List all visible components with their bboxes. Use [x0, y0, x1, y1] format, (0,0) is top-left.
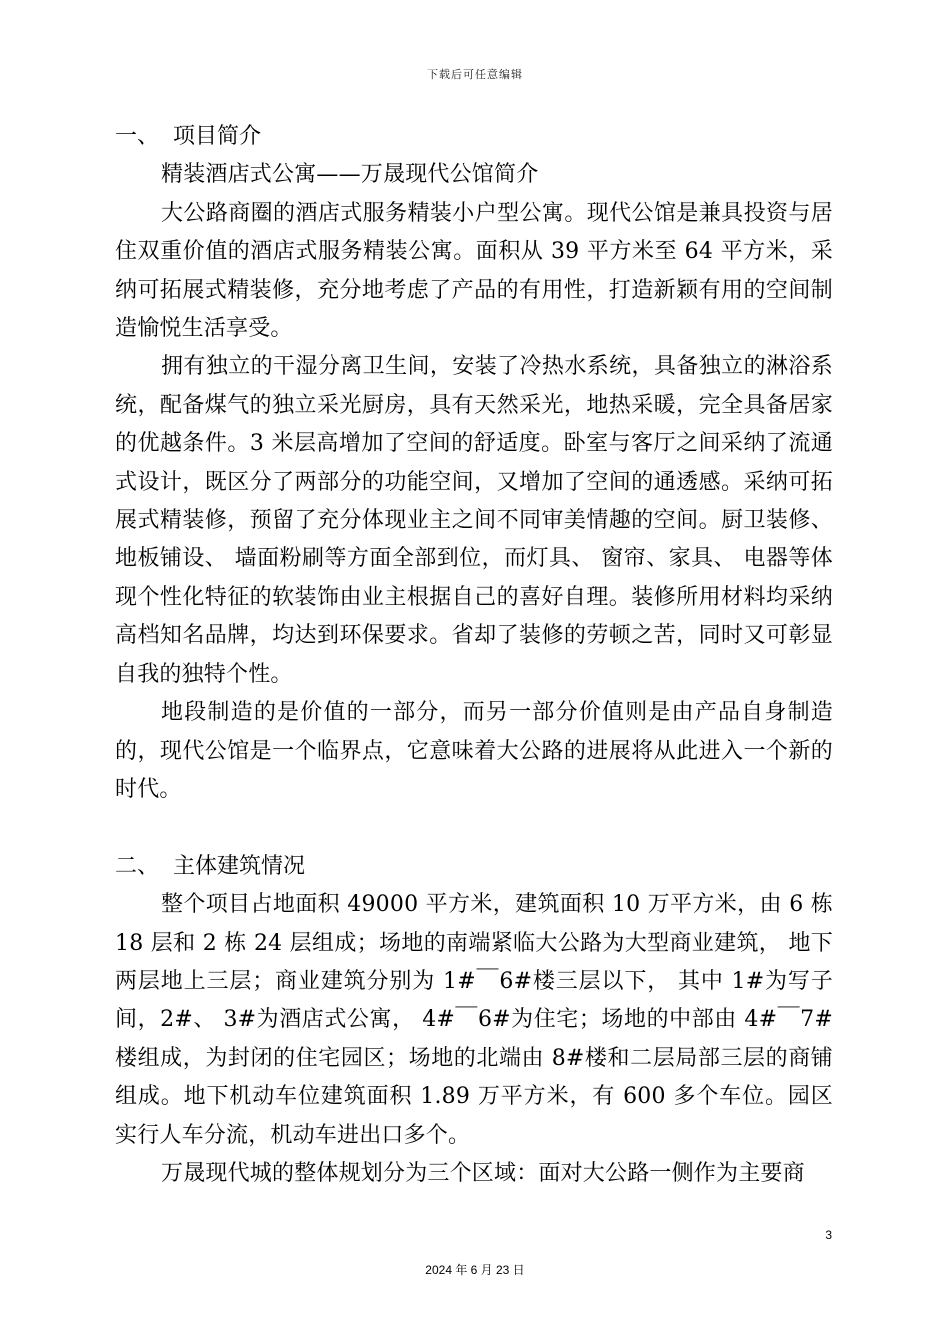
body-paragraph: 万晟现代城的整体规划分为三个区域：面对大公路一侧作为主要商 [161, 1160, 805, 1186]
section-number: 一、 [115, 124, 160, 149]
body-paragraph: 拥有独立的干湿分离卫生间，安装了冷热水系统，具备独立的淋浴系统，配备煤气的独立采光厨房，具有天然采光，地热采暖，完全具备居家的优越条件。3 米层高增加了空间的舒适度。卧室与客厅之间采纳了流通式设计，既区分了两部分的功能空间，又增加了空间的通透感。采纳可拓展式精装修，预留了充分体现业主之间不同审美情趣的空间。厨卫装修、 地板铺设、 墙面粉刷等方面全部到位，而灯具、 窗帘、家具、 电器等体现个性化特征的软装饰由业主根据自己的喜好自理。装修所用材料均采纳高档知名品牌，均达到环保要求。省却了装修的劳顿之苦，同时又可彰显自我的独特个性。 [115, 354, 833, 687]
section-number: 二、 [115, 853, 160, 879]
section-title: 主体建筑情况 [173, 853, 306, 879]
section-heading-2 [115, 848, 833, 886]
subtitle-paragraph: 精装酒店式公寓——万晟现代公馆简介 [161, 162, 539, 188]
page-header: 下载后可任意编辑 [427, 68, 523, 81]
body-paragraph: 地段制造的是价值的一部分，而另一部分价值则是由产品自身制造的，现代公馆是一个临界点，它意味着大公路的进展将从此进入一个新的时代。 [115, 700, 833, 802]
section-heading-1 [115, 118, 833, 156]
blank-line [115, 809, 833, 847]
body-paragraph: 大公路商圈的酒店式服务精装小户型公寓。现代公馆是兼具投资与居住双重价值的酒店式服务精装公寓。面积从 39 平方米至 64 平方米，采纳可拓展式精装修，充分地考虑了产品的有用性，打造新颖有用的空间制造愉悦生活享受。 [115, 200, 833, 342]
section-title: 项目简介 [173, 124, 262, 149]
body-paragraph: 整个项目占地面积 49000 平方米，建筑面积 10 万平方米，由 6 栋 18 层和 2 栋 24 层组成；场地的南端紧临大公路为大型商业建筑， 地下两层地上三层；商业建筑分别为 1#￣6#楼三层以下， 其中 1#为写子间，2#、 3#为酒店式公寓， 4#￣6#为住宅；场地的中部由 4#￣7#楼组成，为封闭的住宅园区；场地的北端由 8#楼和二层局部三层的商铺组成。地下机动车位建筑面积 1.89 万平方米，有 600 多个车位。园区实行人车分流，机动车进出口多个。 [115, 892, 833, 1148]
document-body [115, 118, 833, 1193]
page-number: 3 [825, 1228, 832, 1242]
page-footer-date: 2024 年 6 月 23 日 [425, 1263, 525, 1277]
